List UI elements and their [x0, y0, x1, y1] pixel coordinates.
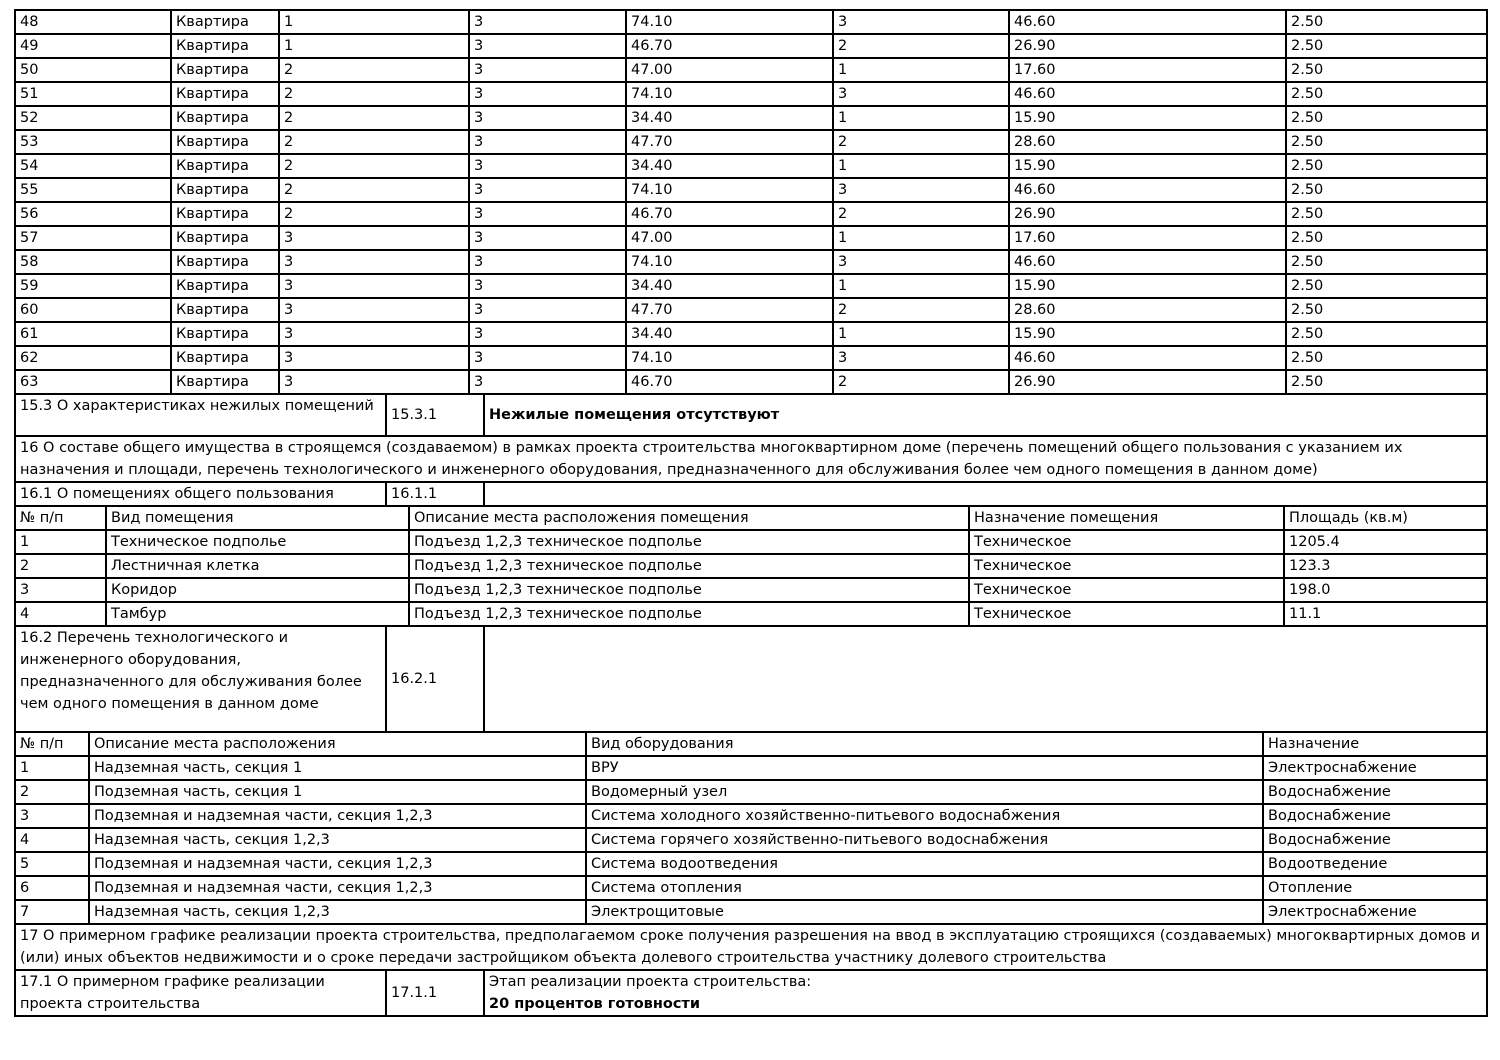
table-cell: 3: [469, 202, 626, 226]
table-row: [15, 130, 1487, 154]
table-cell: 2: [833, 34, 1009, 58]
table-row: [15, 530, 1487, 554]
table-cell: 47.00: [626, 58, 833, 82]
table-cell: 2: [833, 370, 1009, 394]
table-row: [15, 202, 1487, 226]
table-cell: 3: [15, 578, 106, 602]
table-cell: 34.40: [626, 106, 833, 130]
table-row: [15, 626, 1487, 732]
table-cell: 15.90: [1009, 106, 1286, 130]
apartments-table: [14, 9, 1488, 395]
table-cell: 2.50: [1286, 346, 1487, 370]
table-cell: 3: [833, 346, 1009, 370]
table-cell: 54: [15, 154, 171, 178]
table-cell: 46.70: [626, 370, 833, 394]
table-cell: Квартира: [171, 34, 279, 58]
table-row: [15, 154, 1487, 178]
table-cell: Коридор: [106, 578, 409, 602]
table-cell: Техническое: [969, 554, 1284, 578]
table-cell: 2.50: [1286, 82, 1487, 106]
table-cell: 4: [15, 602, 106, 626]
table-cell: 3: [469, 34, 626, 58]
table-row: [15, 226, 1487, 250]
table-cell: 1: [279, 34, 469, 58]
table-cell: Квартира: [171, 370, 279, 394]
table-cell: 1: [833, 322, 1009, 346]
table-row: [15, 900, 1487, 924]
construction-stage-value: 20 процентов готовности: [489, 996, 700, 1012]
table-cell: 28.60: [1009, 298, 1286, 322]
table-cell: 3: [833, 10, 1009, 34]
table-cell: 2: [833, 298, 1009, 322]
table-row: [15, 804, 1487, 828]
table-row: [15, 394, 1487, 436]
table-cell: 1: [833, 274, 1009, 298]
table-cell: Подъезд 1,2,3 техническое подполье: [409, 578, 969, 602]
table-cell: 56: [15, 202, 171, 226]
table-cell: Подземная и надземная части, секция 1,2,3: [89, 852, 586, 876]
common-rooms-table: [14, 505, 1488, 627]
table-cell: 2: [279, 154, 469, 178]
section-17-1-value: [484, 970, 1487, 1016]
table-cell: 1: [15, 756, 89, 780]
table-cell: 34.40: [626, 322, 833, 346]
table-cell: 2.50: [1286, 202, 1487, 226]
section-16-2-label: 16.2 Перечень технологического и инженерного оборудования, предназначенного для обслуживания более чем одного помещения в данном доме: [15, 626, 386, 732]
table-cell: 60: [15, 298, 171, 322]
section-17-1-row: [14, 969, 1488, 1017]
table-cell: Квартира: [171, 250, 279, 274]
table-cell: 2.50: [1286, 370, 1487, 394]
section-17-1-code: 17.1.1: [386, 970, 484, 1016]
table-cell: 2: [279, 58, 469, 82]
table-cell: Тамбур: [106, 602, 409, 626]
construction-stage-label: Этап реализации проекта строительства:: [489, 974, 812, 990]
table-cell: 198.0: [1284, 578, 1487, 602]
table-header-row: [15, 506, 1487, 530]
table-cell: Квартира: [171, 82, 279, 106]
table-header-cell: № п/п: [15, 506, 106, 530]
table-row: [15, 876, 1487, 900]
table-cell: 3: [469, 370, 626, 394]
table-cell: 34.40: [626, 154, 833, 178]
section-16-1-row: [14, 481, 1488, 507]
table-cell: 3: [833, 250, 1009, 274]
table-cell: Электрощитовые: [586, 900, 1263, 924]
table-cell: Техническое: [969, 578, 1284, 602]
table-cell: 58: [15, 250, 171, 274]
table-cell: 3: [279, 298, 469, 322]
table-row: [15, 554, 1487, 578]
table-cell: 62: [15, 346, 171, 370]
table-row: [15, 436, 1487, 482]
section-16-2-row: [14, 625, 1488, 733]
table-row: [15, 250, 1487, 274]
table-cell: 2: [279, 178, 469, 202]
section-16-heading: 16 О составе общего имущества в строящемся (создаваемом) в рамках проекта строительства многоквартирном доме (перечень помещений общего пользования с указанием их назначения и площади, перечень технологического и инженерного оборудования, предназначенного для обслуживания более чем одного помещения в данном доме): [15, 436, 1487, 482]
table-cell: 2: [15, 554, 106, 578]
table-header-cell: Площадь (кв.м): [1284, 506, 1487, 530]
table-cell: 6: [15, 876, 89, 900]
table-cell: 3: [469, 346, 626, 370]
table-cell: 2: [279, 130, 469, 154]
table-cell: 123.3: [1284, 554, 1487, 578]
table-cell: 15.90: [1009, 322, 1286, 346]
section-17-heading: 17 О примерном графике реализации проекта строительства, предполагаемом сроке получения разрешения на ввод в эксплуатацию строящихся (создаваемых) многоквартирных домов и (или) иных объектов недвижимости и о сроке передачи застройщиком объекта долевого строительства участнику долевого строительства: [15, 924, 1487, 970]
table-cell: 3: [469, 130, 626, 154]
table-cell: 48: [15, 10, 171, 34]
table-cell: 59: [15, 274, 171, 298]
section-15-3-label: 15.3 О характеристиках нежилых помещений: [15, 394, 386, 436]
table-cell: 3: [469, 106, 626, 130]
table-cell: 3: [279, 346, 469, 370]
table-cell: 3: [469, 322, 626, 346]
equipment-table-body: [15, 732, 1487, 924]
table-cell: 2.50: [1286, 178, 1487, 202]
table-cell: Квартира: [171, 154, 279, 178]
table-row: [15, 298, 1487, 322]
section-15-3-code: 15.3.1: [386, 394, 484, 436]
table-header-cell: Описание места расположения помещения: [409, 506, 969, 530]
section-15-3-value: Нежилые помещения отсутствуют: [484, 394, 1487, 436]
table-cell: 46.60: [1009, 178, 1286, 202]
table-header-cell: Вид оборудования: [586, 732, 1263, 756]
table-cell: 2.50: [1286, 154, 1487, 178]
table-cell: 74.10: [626, 10, 833, 34]
section-16-1-code: 16.1.1: [386, 482, 484, 506]
table-cell: Подземная часть, секция 1: [89, 780, 586, 804]
table-cell: Квартира: [171, 130, 279, 154]
table-cell: Квартира: [171, 58, 279, 82]
table-header-row: [15, 732, 1487, 756]
table-cell: 3: [833, 82, 1009, 106]
table-cell: 2.50: [1286, 10, 1487, 34]
table-cell: 4: [15, 828, 89, 852]
table-cell: 5: [15, 852, 89, 876]
table-cell: 57: [15, 226, 171, 250]
table-cell: 3: [469, 274, 626, 298]
table-cell: Квартира: [171, 322, 279, 346]
table-cell: Надземная часть, секция 1,2,3: [89, 828, 586, 852]
table-cell: Водоснабжение: [1263, 828, 1487, 852]
table-cell: 3: [469, 226, 626, 250]
table-header-cell: № п/п: [15, 732, 89, 756]
table-cell: 2.50: [1286, 106, 1487, 130]
table-cell: 3: [279, 322, 469, 346]
table-cell: Надземная часть, секция 1: [89, 756, 586, 780]
table-cell: 63: [15, 370, 171, 394]
table-cell: 3: [279, 226, 469, 250]
table-cell: ВРУ: [586, 756, 1263, 780]
table-cell: 74.10: [626, 346, 833, 370]
table-cell: 3: [469, 298, 626, 322]
table-cell: Квартира: [171, 178, 279, 202]
table-row: [15, 780, 1487, 804]
table-cell: 3: [279, 370, 469, 394]
table-cell: 74.10: [626, 250, 833, 274]
table-cell: Водоснабжение: [1263, 780, 1487, 804]
table-row: [15, 58, 1487, 82]
table-cell: Техническое: [969, 530, 1284, 554]
apartments-table-body: [15, 10, 1487, 394]
table-cell: 1: [833, 58, 1009, 82]
table-cell: Лестничная клетка: [106, 554, 409, 578]
table-cell: 52: [15, 106, 171, 130]
table-cell: 1: [833, 106, 1009, 130]
table-row: [15, 34, 1487, 58]
table-row: [15, 602, 1487, 626]
table-cell: Водомерный узел: [586, 780, 1263, 804]
table-cell: Система отопления: [586, 876, 1263, 900]
table-cell: 2.50: [1286, 226, 1487, 250]
table-cell: 2.50: [1286, 298, 1487, 322]
table-row: [15, 970, 1487, 1016]
table-cell: Квартира: [171, 226, 279, 250]
table-cell: 2.50: [1286, 250, 1487, 274]
table-cell: 61: [15, 322, 171, 346]
table-cell: 74.10: [626, 178, 833, 202]
table-row: [15, 178, 1487, 202]
table-row: [15, 756, 1487, 780]
table-cell: 46.60: [1009, 250, 1286, 274]
table-cell: 3: [833, 178, 1009, 202]
table-cell: 2.50: [1286, 130, 1487, 154]
table-cell: 2: [833, 202, 1009, 226]
table-cell: 2.50: [1286, 58, 1487, 82]
table-cell: 3: [469, 154, 626, 178]
table-cell: 26.90: [1009, 34, 1286, 58]
table-cell: 2.50: [1286, 274, 1487, 298]
common-rooms-table-body: [15, 506, 1487, 626]
table-cell: Подъезд 1,2,3 техническое подполье: [409, 530, 969, 554]
table-cell: Система водоотведения: [586, 852, 1263, 876]
table-cell: Электроснабжение: [1263, 756, 1487, 780]
table-cell: 2: [833, 130, 1009, 154]
table-cell: 3: [279, 274, 469, 298]
table-row: [15, 578, 1487, 602]
table-cell: 34.40: [626, 274, 833, 298]
table-cell: 74.10: [626, 82, 833, 106]
table-cell: Подъезд 1,2,3 техническое подполье: [409, 554, 969, 578]
table-cell: 46.60: [1009, 82, 1286, 106]
table-row: [15, 482, 1487, 506]
table-cell: 3: [469, 178, 626, 202]
section-15-3-row: [14, 393, 1488, 437]
table-header-cell: Вид помещения: [106, 506, 409, 530]
table-row: [15, 828, 1487, 852]
table-cell: 26.90: [1009, 202, 1286, 226]
table-cell: 2.50: [1286, 322, 1487, 346]
equipment-table: [14, 731, 1488, 925]
table-cell: Подземная и надземная части, секция 1,2,3: [89, 804, 586, 828]
table-cell: Водоснабжение: [1263, 804, 1487, 828]
table-cell: Система горячего хозяйственно-питьевого водоснабжения: [586, 828, 1263, 852]
table-cell: 2: [279, 202, 469, 226]
table-cell: 3: [469, 250, 626, 274]
table-cell: 2: [279, 106, 469, 130]
table-cell: 15.90: [1009, 274, 1286, 298]
table-cell: 1: [833, 226, 1009, 250]
table-cell: 53: [15, 130, 171, 154]
section-17-heading-row: [14, 923, 1488, 971]
table-row: [15, 82, 1487, 106]
table-cell: Техническое: [969, 602, 1284, 626]
table-cell: 3: [469, 10, 626, 34]
table-cell: 3: [469, 58, 626, 82]
table-cell: 11.1: [1284, 602, 1487, 626]
section-16-2-empty-cell: [484, 626, 1487, 732]
table-cell: 47.70: [626, 298, 833, 322]
table-cell: Квартира: [171, 274, 279, 298]
table-cell: 7: [15, 900, 89, 924]
table-cell: 47.70: [626, 130, 833, 154]
table-cell: 2.50: [1286, 34, 1487, 58]
table-row: [15, 370, 1487, 394]
table-cell: Электроснабжение: [1263, 900, 1487, 924]
table-cell: 3: [279, 250, 469, 274]
table-cell: 2: [279, 82, 469, 106]
table-row: [15, 10, 1487, 34]
table-cell: 17.60: [1009, 58, 1286, 82]
table-cell: 3: [469, 82, 626, 106]
table-row: [15, 852, 1487, 876]
table-cell: Квартира: [171, 346, 279, 370]
table-cell: Подъезд 1,2,3 техническое подполье: [409, 602, 969, 626]
table-row: [15, 106, 1487, 130]
table-cell: Надземная часть, секция 1,2,3: [89, 900, 586, 924]
table-cell: Техническое подполье: [106, 530, 409, 554]
table-cell: 1: [833, 154, 1009, 178]
table-cell: Водоотведение: [1263, 852, 1487, 876]
table-row: [15, 924, 1487, 970]
table-cell: Квартира: [171, 298, 279, 322]
table-cell: Система холодного хозяйственно-питьевого водоснабжения: [586, 804, 1263, 828]
table-cell: Отопление: [1263, 876, 1487, 900]
table-cell: 28.60: [1009, 130, 1286, 154]
table-cell: Квартира: [171, 106, 279, 130]
table-cell: 46.70: [626, 202, 833, 226]
table-cell: 49: [15, 34, 171, 58]
table-row: [15, 322, 1487, 346]
table-cell: 46.60: [1009, 10, 1286, 34]
table-cell: Квартира: [171, 202, 279, 226]
table-cell: 3: [15, 804, 89, 828]
table-cell: 51: [15, 82, 171, 106]
table-row: [15, 346, 1487, 370]
table-cell: 1: [15, 530, 106, 554]
table-header-cell: Назначение помещения: [969, 506, 1284, 530]
table-cell: 1: [279, 10, 469, 34]
table-header-cell: Описание места расположения: [89, 732, 586, 756]
table-cell: 26.90: [1009, 370, 1286, 394]
table-cell: 46.70: [626, 34, 833, 58]
table-cell: Подземная и надземная части, секция 1,2,3: [89, 876, 586, 900]
table-header-cell: Назначение: [1263, 732, 1487, 756]
section-17-1-label: 17.1 О примерном графике реализации проекта строительства: [15, 970, 386, 1016]
table-cell: 47.00: [626, 226, 833, 250]
table-cell: 46.60: [1009, 346, 1286, 370]
section-16-1-label: 16.1 О помещениях общего пользования: [15, 482, 386, 506]
table-cell: 17.60: [1009, 226, 1286, 250]
table-cell: 50: [15, 58, 171, 82]
table-row: [15, 274, 1487, 298]
table-cell: 55: [15, 178, 171, 202]
table-cell: 2: [15, 780, 89, 804]
section-16-heading-row: [14, 435, 1488, 483]
section-16-2-code: 16.2.1: [386, 626, 484, 732]
section-16-1-empty-cell: [484, 482, 1487, 506]
table-cell: 15.90: [1009, 154, 1286, 178]
table-cell: 1205.4: [1284, 530, 1487, 554]
table-cell: Квартира: [171, 10, 279, 34]
